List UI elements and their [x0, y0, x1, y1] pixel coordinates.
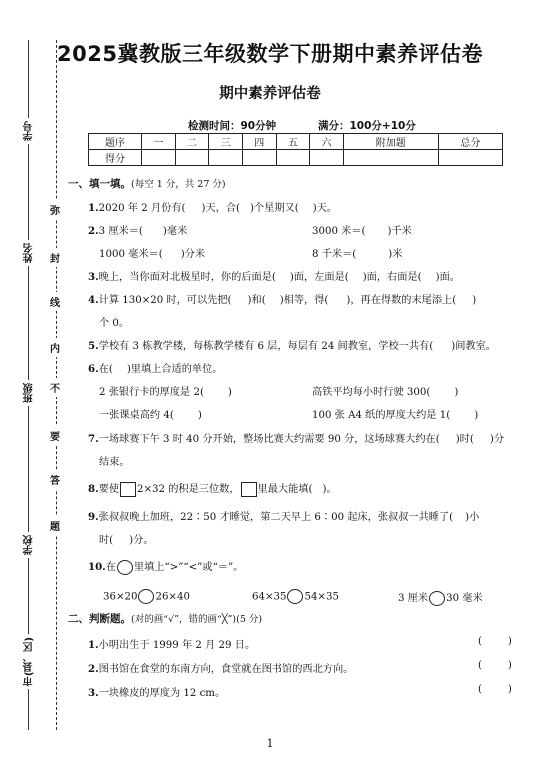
text: )里填上合适的单位。 — [126, 364, 223, 375]
text: )面，右面是( — [362, 272, 422, 283]
question-number: 5. — [88, 340, 99, 352]
text: 高铁平均每小时行驶 300( — [312, 387, 431, 398]
section-note: (每空 1 分，共 27 分) — [131, 179, 226, 190]
full-score: 满分：100分+10分 — [318, 120, 416, 132]
text: 3000 米＝( — [312, 226, 366, 237]
section-1-heading — [68, 176, 226, 191]
exam-time: 检测时间：90分钟 — [188, 120, 277, 132]
section-2-heading — [68, 611, 262, 626]
text: )千米 — [387, 226, 412, 237]
score-cell[interactable] — [209, 150, 243, 166]
table-cell: 四 — [242, 134, 276, 150]
text: )间教室。 — [451, 341, 496, 352]
score-table — [88, 133, 503, 166]
question-9 — [88, 508, 479, 523]
text: 2 张银行卡的厚度是 2( — [99, 387, 204, 398]
text: 学校有 3 栋教学楼，每栋教学楼有 6 层，每层有 24 间教室，学校一共有( — [98, 341, 434, 352]
question-2c — [99, 245, 205, 260]
text: 1000 毫米＝( — [99, 249, 163, 260]
score-cell[interactable] — [310, 150, 344, 166]
compare-circle[interactable] — [287, 589, 303, 604]
score-cell[interactable] — [276, 150, 310, 166]
side-label-city: 市(县、区) — [22, 634, 37, 689]
text: 2020 年 2 月份有( — [98, 203, 186, 214]
question-number: 9. — [88, 511, 99, 523]
text: )，再在得数的末尾添上( — [346, 295, 457, 306]
text: 晚上，当你面对北极星时，你的后面是( — [98, 272, 276, 283]
section-title: 二、判断题。 — [68, 613, 131, 625]
text: )毫米 — [162, 226, 188, 237]
text: 3 厘米 — [398, 593, 429, 604]
question-number: 2. — [88, 225, 99, 237]
question-number: 7. — [88, 433, 99, 445]
question-number: 8. — [88, 483, 99, 495]
judge-item — [88, 684, 225, 699]
text: )小 — [465, 512, 480, 523]
score-cell[interactable] — [438, 150, 502, 166]
question-number: 10. — [88, 561, 106, 573]
text: ) — [227, 387, 232, 398]
score-cell[interactable] — [343, 150, 438, 166]
answer-paren[interactable]: ( ) — [478, 684, 512, 695]
text: )相等，得( — [279, 295, 329, 306]
text: )面。 — [435, 272, 460, 283]
text: 在( — [98, 364, 113, 375]
seal-char: 不 — [50, 378, 60, 397]
question-7-cont: 结束。 — [99, 457, 130, 468]
text: 一场球赛下午 3 时 40 分开始，整场比赛大约需要 90 分，这场球赛大约在( — [98, 434, 440, 445]
text: 在 — [105, 562, 116, 573]
score-table-score-row — [89, 150, 503, 166]
text: ) — [454, 387, 459, 398]
question-3 — [88, 268, 460, 283]
score-table-header-row — [89, 134, 503, 150]
text: 图书馆在食堂的东南方向，食堂就在图书馆的西北方向。 — [98, 664, 354, 675]
answer-paren[interactable]: ( ) — [478, 636, 512, 647]
question-number: 3. — [88, 687, 99, 699]
blank-box[interactable] — [120, 482, 136, 497]
compare-circle[interactable] — [117, 560, 133, 575]
compare-circle[interactable] — [138, 589, 154, 604]
question-4 — [88, 291, 476, 306]
question-6a — [99, 383, 232, 398]
section-note: (对的画“√”，错的画“╳”)(5 分) — [131, 614, 263, 625]
text: )时( — [455, 434, 474, 445]
page-number: 1 — [266, 737, 274, 750]
compare-circle[interactable] — [429, 591, 445, 606]
table-cell: 附加题 — [343, 134, 438, 150]
text: )天，合( — [201, 203, 241, 214]
question-number: 1. — [88, 202, 99, 214]
text: 时( — [99, 535, 114, 546]
blank-box[interactable] — [241, 482, 257, 497]
text: ) — [472, 295, 477, 306]
text: 2×32 的积是三位数， — [137, 484, 240, 495]
text: 36×20 — [103, 591, 138, 603]
text: 小明出生于 1999 年 2 月 29 日。 — [98, 640, 256, 651]
text: )个星期又( — [250, 203, 299, 214]
text: )天。 — [312, 203, 338, 214]
section-title: 一、填一填。 — [68, 178, 131, 190]
seal-char: 线 — [50, 292, 60, 311]
text: 一块橡皮的厚度为 12 cm。 — [98, 688, 226, 699]
question-10b — [252, 589, 339, 604]
judge-item — [88, 660, 353, 675]
table-cell: 总分 — [438, 134, 502, 150]
page-title: 2025冀教版三年级数学下册期中素养评估卷 — [57, 42, 483, 66]
table-cell: 六 — [310, 134, 344, 150]
table-cell: 三 — [209, 134, 243, 150]
question-number: 4. — [88, 294, 99, 306]
text: 计算 130×20 时，可以先把( — [98, 295, 232, 306]
question-number: 1. — [88, 639, 99, 651]
text: 里填上“>”“<”或“＝”。 — [133, 562, 244, 573]
score-cell[interactable] — [142, 150, 176, 166]
question-6 — [88, 360, 222, 375]
question-2a — [88, 222, 187, 237]
text: )分米 — [180, 249, 206, 260]
text: )。 — [322, 484, 337, 495]
text: 26×40 — [155, 591, 190, 603]
text: 张叔叔晚上加班，22∶50 才睡觉，第二天早上 6∶00 起床，张叔叔一共睡了( — [98, 512, 454, 523]
question-6c — [99, 406, 202, 421]
seal-char: 封 — [50, 248, 60, 267]
text: 100 张 A4 纸的厚度大约是 1( — [312, 410, 451, 421]
text: ) — [474, 410, 479, 421]
question-6d — [312, 406, 478, 421]
text: 3 厘米＝( — [98, 226, 143, 237]
table-cell: 二 — [175, 134, 209, 150]
table-cell: 题序 — [89, 134, 142, 150]
question-2b — [312, 222, 412, 237]
text: )分 — [489, 434, 505, 445]
text: 一张课桌高约 4( — [99, 410, 174, 421]
text: 64×35 — [252, 591, 287, 603]
seal-char: 内 — [50, 338, 60, 357]
text: )米 — [388, 249, 403, 260]
question-10c — [398, 589, 483, 606]
page-subtitle: 期中素养评估卷 — [219, 86, 321, 102]
side-label-school: 学校 — [22, 532, 37, 558]
text: ) — [197, 410, 202, 421]
question-1 — [88, 199, 337, 214]
question-10 — [88, 558, 243, 575]
question-6b — [312, 383, 458, 398]
text: )和( — [247, 295, 266, 306]
side-label-student-id: 学号 — [22, 118, 37, 144]
side-label-class: 班级 — [22, 380, 37, 406]
text: )分。 — [129, 535, 154, 546]
table-cell: 得分 — [89, 150, 142, 166]
text: 里最大能填( — [257, 484, 313, 495]
table-cell: 五 — [276, 134, 310, 150]
question-number: 3. — [88, 271, 99, 283]
text: 30 毫米 — [446, 593, 483, 604]
question-number: 2. — [88, 663, 99, 675]
seal-char: 要 — [50, 426, 60, 445]
question-7 — [88, 430, 504, 445]
question-10a — [103, 589, 190, 604]
seal-char: 答 — [50, 470, 60, 489]
question-number: 6. — [88, 363, 99, 375]
question-8 — [88, 480, 337, 497]
score-cell[interactable] — [242, 150, 276, 166]
score-cell[interactable] — [175, 150, 209, 166]
table-cell: 一 — [142, 134, 176, 150]
seal-char: 题 — [50, 516, 60, 535]
question-4-cont: 个 0。 — [99, 318, 130, 329]
seal-char: 弥 — [50, 200, 60, 219]
question-9-cont — [99, 531, 154, 546]
text: )面，左面是( — [289, 272, 349, 283]
question-2d — [312, 245, 402, 260]
text: 8 千米＝( — [312, 249, 357, 260]
text: 要使 — [98, 484, 120, 495]
side-label-name: 姓名 — [22, 240, 37, 266]
judge-item — [88, 636, 255, 651]
answer-paren[interactable]: ( ) — [478, 660, 512, 671]
question-5 — [88, 337, 496, 352]
text: 54×35 — [304, 591, 339, 603]
